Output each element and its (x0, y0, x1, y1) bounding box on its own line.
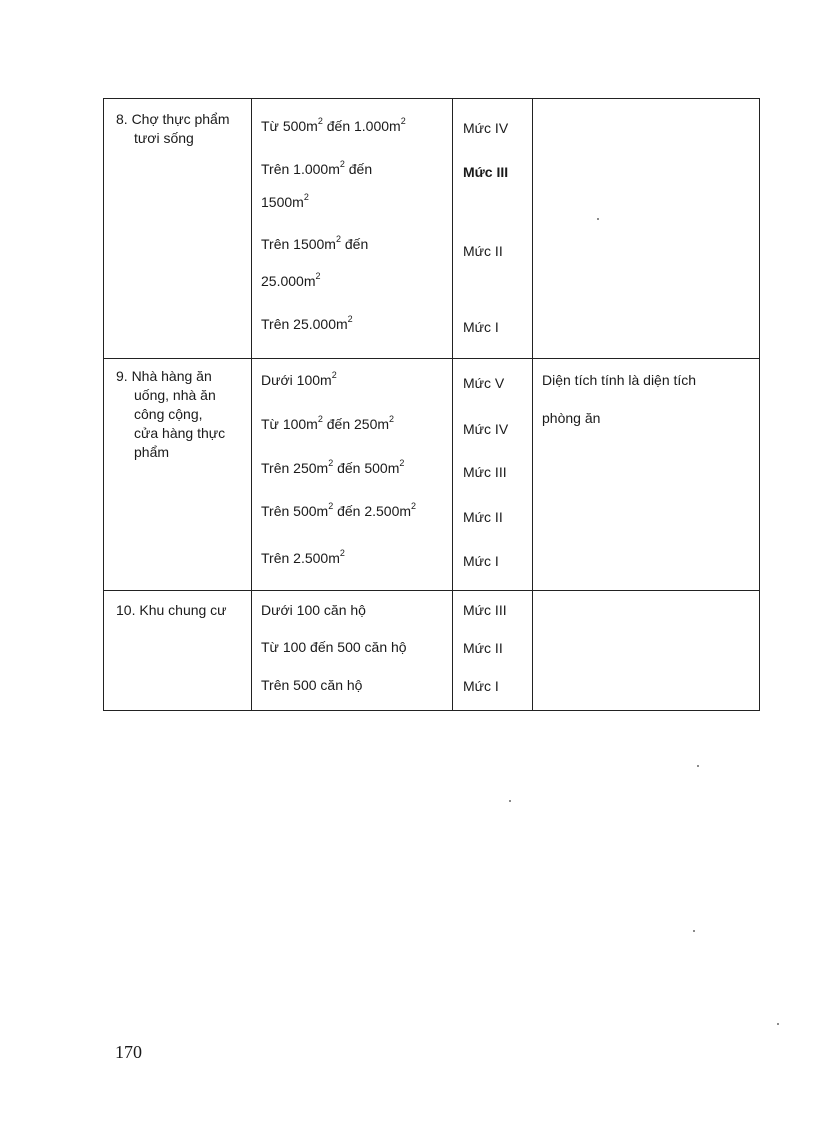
size-cell (261, 459, 404, 477)
category-line: 9. Nhà hàng ăn (116, 368, 212, 384)
level-cell: Mức I (463, 553, 499, 569)
column-divider (452, 99, 453, 710)
superscript: 2 (315, 271, 321, 282)
superscript: 2 (317, 116, 323, 127)
page-number: 170 (115, 1042, 142, 1062)
size-text: Trên 1.000m (261, 161, 340, 177)
size-cell: Trên 500 căn hộ (261, 677, 363, 693)
level-cell: Mức II (463, 640, 503, 656)
size-cell (261, 235, 368, 253)
level-cell: Mức I (463, 678, 499, 694)
size-text: Trên 250m (261, 460, 329, 476)
superscript: 2 (400, 116, 406, 127)
row-divider (104, 358, 759, 359)
superscript: 2 (335, 234, 341, 245)
size-text: đến 1.000m (322, 118, 401, 134)
size-cell (261, 160, 372, 178)
size-cell: Từ 100 đến 500 căn hộ (261, 639, 407, 655)
size-text: đến (340, 236, 369, 252)
size-text: Dưới 100m (261, 372, 332, 388)
size-text: Trên 500m (261, 503, 329, 519)
size-text: đến 500m (333, 460, 400, 476)
scan-speck (509, 800, 511, 802)
category-line: 8. Chợ thực phẩm (116, 111, 230, 127)
size-cell (261, 415, 394, 433)
scan-speck (597, 218, 599, 220)
scan-speck (697, 765, 699, 767)
superscript: 2 (317, 414, 323, 425)
category-line: tươi sống (134, 130, 194, 146)
column-divider (251, 99, 252, 710)
note-line: Diện tích tính là diện tích (542, 372, 697, 388)
superscript: 2 (399, 458, 405, 469)
superscript: 2 (411, 501, 417, 512)
category-line: uống, nhà ăn (134, 387, 216, 403)
superscript: 2 (339, 159, 345, 170)
level-cell: Mức III (463, 164, 509, 180)
column-divider (532, 99, 533, 710)
size-text: đến (344, 161, 373, 177)
category-line: phẩm (134, 444, 170, 460)
size-text: Từ 100m (261, 416, 318, 432)
size-text: đến 250m (322, 416, 390, 432)
note-line: phòng ăn (542, 410, 601, 426)
category-cell (116, 367, 251, 462)
superscript: 2 (339, 548, 345, 559)
size-cell: Dưới 100 căn hộ (261, 602, 366, 618)
size-cell (261, 371, 337, 389)
category-cell (116, 110, 251, 148)
level-cell: Mức V (463, 375, 505, 391)
classification-table (103, 98, 760, 711)
row-divider (104, 590, 759, 591)
level-cell: Mức III (463, 602, 507, 618)
size-cell (261, 272, 321, 290)
category-line: cửa hàng thực (134, 425, 226, 441)
size-text: Từ 500m (261, 118, 318, 134)
size-cell (261, 193, 309, 211)
size-cell (261, 117, 406, 135)
level-cell: Mức II (463, 243, 503, 259)
size-text: Trên 1500m (261, 236, 336, 252)
category-line: công cộng, (134, 406, 203, 422)
size-text: 1500m (261, 194, 304, 210)
size-text: 25.000m (261, 273, 316, 289)
superscript: 2 (331, 370, 337, 381)
scan-speck (777, 1023, 779, 1025)
superscript: 2 (303, 192, 309, 203)
superscript: 2 (389, 414, 395, 425)
level-cell: Mức IV (463, 421, 509, 437)
superscript: 2 (347, 314, 353, 325)
level-cell: Mức III (463, 464, 507, 480)
category-line: 10. Khu chung cư (116, 602, 227, 618)
scan-speck (693, 930, 695, 932)
size-cell (261, 315, 353, 333)
superscript: 2 (328, 458, 334, 469)
level-cell: Mức II (463, 509, 503, 525)
level-cell: Mức IV (463, 120, 509, 136)
size-cell (261, 549, 345, 567)
size-text: Trên 25.000m (261, 316, 348, 332)
size-text: đến 2.500m (333, 503, 412, 519)
level-cell: Mức I (463, 319, 499, 335)
size-cell (261, 502, 416, 520)
size-text: Trên 2.500m (261, 550, 340, 566)
superscript: 2 (328, 501, 334, 512)
category-cell (116, 601, 251, 620)
